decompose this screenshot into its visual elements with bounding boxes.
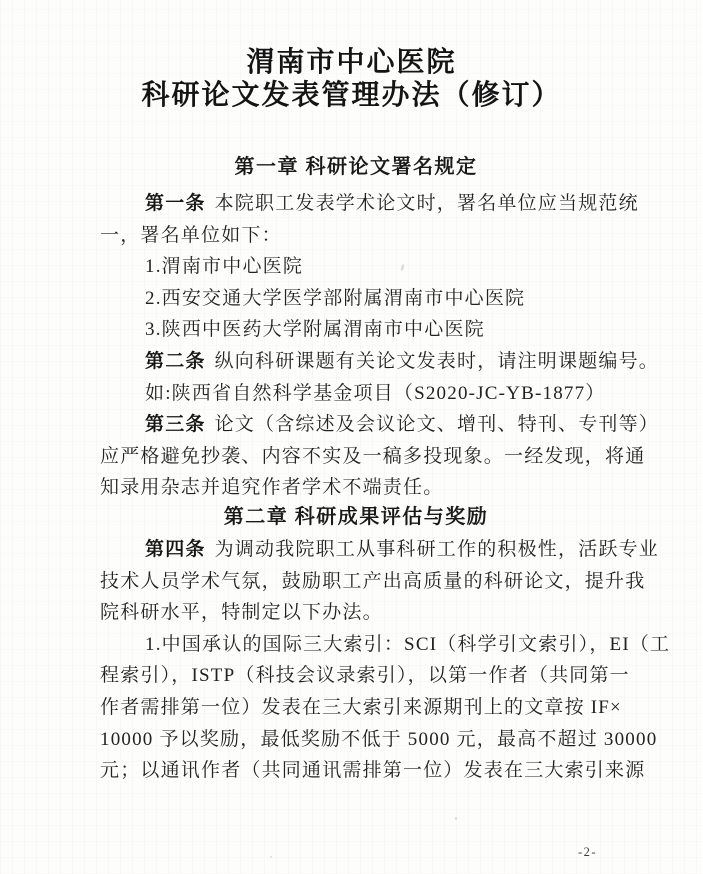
page-number: -2- bbox=[578, 845, 598, 859]
line-text: 知录用杂志并追究作者学术不端责任。 bbox=[100, 477, 444, 499]
line-text: 1.中国承认的国际三大索引：SCI（科学引文索引），EI（工 bbox=[145, 633, 671, 655]
paragraph-line bbox=[100, 220, 612, 252]
line-text: 技术人员学术气氛，鼓励职工产出高质量的科研论文，提升我 bbox=[100, 570, 646, 592]
line-text: 10000 予以奖励，最低奖励不低于 5000 元，最高不超过 30000 bbox=[100, 728, 658, 750]
line-text: 元；以通讯作者（共同通讯需排第一位）发表在三大索引来源 bbox=[100, 760, 646, 782]
paragraph-line bbox=[100, 188, 639, 220]
paragraph-line bbox=[100, 472, 612, 504]
line-text: 本院职工发表学术论文时，署名单位应当规范统 bbox=[214, 193, 639, 214]
list-item bbox=[100, 283, 612, 315]
list-item bbox=[100, 314, 612, 346]
line-text: 应严格避免抄袭、内容不实及一稿多投现象。一经发现，将通 bbox=[100, 445, 646, 467]
title-line-1: 渭南市中心医院 bbox=[246, 47, 457, 78]
line-text: 2.西安交通大学医学部附属渭南市中心医院 bbox=[145, 287, 526, 309]
chapter-2-heading: 第二章 科研成果评估与奖励 bbox=[223, 505, 489, 528]
title-line-2: 科研论文发表管理办法（修订） bbox=[141, 80, 562, 111]
paragraph-line bbox=[100, 597, 612, 629]
clause-1-label: 第一条 bbox=[145, 193, 206, 214]
document-body bbox=[100, 112, 671, 787]
paragraph-line bbox=[100, 692, 622, 724]
chapter-1-heading: 第一章 科研论文署名规定 bbox=[234, 156, 478, 178]
clause-2-label: 第二条 bbox=[145, 350, 206, 372]
line-text: 1.渭南市中心医院 bbox=[145, 256, 304, 278]
line-text: 如:陕西省自然科学基金项目（S2020-JC-YB-1877） bbox=[145, 382, 606, 404]
scan-speck bbox=[455, 817, 457, 820]
paragraph-line bbox=[100, 566, 646, 598]
section-1 bbox=[100, 188, 660, 504]
paragraph-line bbox=[100, 660, 630, 692]
document-title bbox=[0, 0, 703, 112]
line-text: 纵向科研课题有关论文发表时，请注明课题编号。 bbox=[214, 350, 660, 372]
list-item bbox=[100, 629, 671, 661]
list-item bbox=[100, 251, 612, 283]
paragraph-line bbox=[100, 409, 660, 441]
paragraph-line bbox=[100, 724, 658, 756]
section-2 bbox=[100, 534, 671, 787]
paragraph-line bbox=[100, 441, 646, 473]
clause-3-label: 第三条 bbox=[145, 414, 206, 436]
paragraph-line bbox=[100, 534, 660, 566]
paragraph-line bbox=[100, 755, 646, 787]
line-text: 3.陕西中医药大学附属渭南市中心医院 bbox=[145, 319, 485, 341]
line-text: 院科研水平，特制定以下办法。 bbox=[100, 602, 383, 624]
scan-speck bbox=[270, 856, 272, 858]
line-text: 作者需排第一位）发表在三大索引来源期刊上的文章按 IF× bbox=[100, 696, 622, 718]
line-text: 论文（含综述及会议论文、增刊、特刊、专刊等） bbox=[214, 414, 660, 436]
paragraph-line bbox=[100, 346, 660, 378]
clause-4-label: 第四条 bbox=[145, 538, 206, 560]
line-text: 一，署名单位如下： bbox=[100, 224, 282, 246]
line-text: 为调动我院职工从事科研工作的积极性，活跃专业 bbox=[214, 538, 660, 560]
line-text: 程索引），ISTP（科技会议录索引），以第一作者（共同第一 bbox=[100, 665, 630, 687]
paragraph-line bbox=[100, 378, 612, 410]
